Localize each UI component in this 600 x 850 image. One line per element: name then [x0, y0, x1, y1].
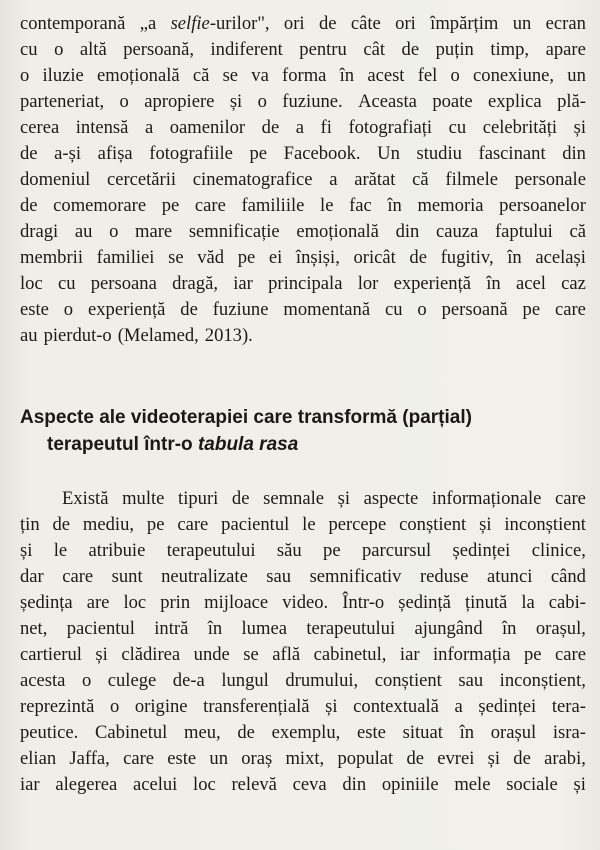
word: persoană, [123, 39, 194, 60]
word: a [329, 169, 338, 190]
word: acelui [132, 774, 178, 795]
word: o [109, 221, 119, 242]
word: pacientul [221, 514, 290, 535]
word: opiniile [381, 774, 439, 795]
word: conexiune, [473, 65, 555, 86]
text-line [20, 141, 586, 167]
word: inconștient [504, 514, 586, 535]
word: de [20, 195, 38, 216]
word: pacientul [66, 618, 135, 639]
word: o [63, 299, 74, 320]
text-line [20, 63, 586, 89]
word: meu, [184, 722, 221, 743]
word: cu [20, 39, 38, 60]
word: familiei [96, 247, 155, 268]
word: mijloace [204, 592, 269, 613]
text-line [20, 219, 586, 245]
word: Într-o [342, 592, 385, 613]
word: contemporană [20, 13, 126, 34]
word: ședinței [478, 696, 537, 717]
word: pe [323, 540, 341, 561]
text-line [20, 590, 586, 616]
word: de [52, 514, 71, 535]
word: domeniul [20, 169, 91, 190]
word: 2013). [204, 325, 253, 346]
word: și [229, 91, 243, 112]
word: mixt, [285, 748, 325, 769]
section-heading-line-1: Aspecte ale videoterapiei care transformă (parțial) [20, 407, 472, 428]
word: de [261, 117, 280, 138]
word: pe [161, 195, 180, 216]
word: intensă [75, 117, 129, 138]
word: reprezintă [20, 696, 95, 717]
word: că [412, 169, 429, 190]
word: semnale [263, 488, 324, 509]
word: isra- [552, 722, 586, 743]
word: un [567, 65, 586, 86]
word: fac [349, 195, 372, 216]
word: mare [135, 221, 173, 242]
word: în [502, 618, 517, 639]
word: au [74, 221, 93, 242]
word: memoria [417, 195, 484, 216]
word: neutralizate [161, 566, 248, 587]
word: pentru [299, 39, 347, 60]
word: cu [448, 117, 467, 138]
word: și [573, 117, 586, 138]
word: loc [123, 592, 147, 613]
word: pe [249, 143, 268, 164]
text-line [20, 720, 586, 746]
word: acesta [20, 670, 66, 691]
word: un [512, 13, 532, 34]
word: puțin [435, 39, 474, 60]
word: de [318, 13, 337, 34]
word: comemorare [53, 195, 147, 216]
word: oamenilor [169, 117, 246, 138]
text-line [20, 193, 586, 219]
word: fotografiați [348, 117, 433, 138]
word: iar [20, 774, 40, 795]
word: afișa [97, 143, 133, 164]
word: semnificație [188, 221, 280, 242]
word: le [320, 195, 334, 216]
word: se [243, 644, 259, 665]
word: de-a [172, 670, 205, 691]
word: a-și [54, 143, 81, 164]
word: care [177, 514, 209, 535]
word: și [20, 540, 33, 561]
word: lungul [221, 670, 269, 691]
word: studiu [416, 143, 462, 164]
word: este [357, 722, 386, 743]
word: câte [350, 13, 381, 34]
word: lor [357, 273, 379, 294]
word: clinice, [531, 540, 586, 561]
word: reduse [419, 566, 469, 587]
text-line [20, 642, 586, 668]
word: filmele [445, 169, 499, 190]
word: de [237, 722, 255, 743]
word: culege [107, 670, 157, 691]
word: din [395, 221, 420, 242]
word: atunci [486, 566, 533, 587]
word: populat [337, 748, 394, 769]
word: împărțim [430, 13, 499, 34]
word: personale [514, 169, 586, 190]
text-line [20, 668, 586, 694]
word: parteneriat, [20, 91, 105, 112]
word: când [550, 566, 586, 587]
word: atribuie [88, 540, 146, 561]
word: se [222, 65, 239, 86]
word: drumului, [285, 670, 359, 691]
text-line [20, 271, 586, 297]
word: care [62, 566, 94, 587]
word: cât [363, 39, 385, 60]
word: indiferent [210, 39, 283, 60]
word: familiile [241, 195, 305, 216]
word: cinematografice [192, 169, 313, 190]
word: va [251, 65, 269, 86]
word: în [507, 247, 522, 268]
word: celebrități [482, 117, 558, 138]
word: o [20, 65, 30, 86]
text-line [20, 323, 586, 349]
word: este [167, 748, 197, 769]
word: membrii [20, 247, 83, 268]
word: Un [377, 143, 400, 164]
word: arabi, [544, 748, 586, 769]
word: o [417, 299, 427, 320]
word: multe [122, 488, 165, 509]
word: iluzie [42, 65, 84, 86]
word: poate [432, 91, 473, 112]
word: conștient [399, 514, 467, 535]
word: de [513, 748, 531, 769]
word: ajungând [414, 618, 483, 639]
word: fuziune [212, 299, 269, 320]
word: caz [561, 273, 586, 294]
text-line [20, 616, 586, 642]
text-line [20, 746, 586, 772]
word: clădirea [121, 644, 181, 665]
word: este [20, 299, 49, 320]
word: cabinetul, [313, 644, 387, 665]
word: arătat [354, 169, 396, 190]
word: parcursul [361, 540, 432, 561]
word: tera- [551, 696, 586, 717]
word: informația [433, 644, 511, 665]
word: tipuri [178, 488, 219, 509]
text-line [20, 115, 586, 141]
word: pe [522, 299, 541, 320]
word: fuziune. [282, 91, 343, 112]
word: iar [233, 273, 253, 294]
word: o [450, 65, 460, 86]
word: și [337, 488, 350, 509]
word: explica [487, 91, 542, 112]
word: acest [367, 65, 405, 86]
text-line [20, 694, 586, 720]
word: le [302, 514, 316, 535]
word: Cabinetul [95, 722, 168, 743]
word: persoanelor [499, 195, 586, 216]
word: faptului [494, 221, 553, 242]
word: contextuală [353, 696, 439, 717]
word: pe [523, 644, 542, 665]
word: selfie-urilor", [170, 13, 270, 34]
word: pe [237, 247, 256, 268]
word: momentană [283, 299, 371, 320]
text-line [20, 89, 586, 115]
word: o [54, 39, 64, 60]
word: Există [62, 488, 109, 509]
word: în [486, 273, 501, 294]
word: sociale [506, 774, 558, 795]
word: acel [515, 273, 546, 294]
word: în [339, 65, 355, 86]
text-line [20, 11, 586, 37]
word: exemplu, [271, 722, 341, 743]
text-line [20, 37, 586, 63]
word: fugitiv, [440, 247, 494, 268]
word: peutice. [20, 722, 79, 743]
italic-fragment: selfie [170, 13, 210, 34]
word: cu [384, 299, 403, 320]
text-line [20, 772, 586, 798]
word: de [180, 299, 198, 320]
word: a [144, 117, 154, 138]
word: află [272, 644, 301, 665]
word: intră [154, 618, 189, 639]
word: mele [454, 774, 491, 795]
word: și [487, 748, 501, 769]
word: de [406, 748, 425, 769]
word: Aceasta [358, 91, 417, 112]
word: Jaffa, [69, 748, 110, 769]
word: care [123, 748, 155, 769]
word: din [562, 143, 586, 164]
word: dragă, [172, 273, 219, 294]
word: terapeutului [166, 540, 256, 561]
word: fotografiile [149, 143, 233, 164]
word: orașul, [535, 618, 586, 639]
word: o [109, 696, 120, 717]
word: țin [20, 514, 40, 535]
word: un [209, 748, 228, 769]
word: cercetării [106, 169, 177, 190]
word: cartierul [20, 644, 82, 665]
word: său [276, 540, 302, 561]
word: altă [79, 39, 107, 60]
word: care [194, 195, 226, 216]
word: a [454, 696, 463, 717]
word: în [387, 195, 402, 216]
word: lumea [241, 618, 287, 639]
word: ședință [398, 592, 451, 613]
word: care [554, 488, 586, 509]
word: în [207, 618, 223, 639]
word: cabi- [548, 592, 586, 613]
section-heading-line-2 [20, 431, 580, 458]
word: o [119, 91, 129, 112]
word: și [573, 774, 586, 795]
word: oricât [353, 247, 396, 268]
word: au [20, 325, 38, 346]
word: fel [417, 65, 438, 86]
word: dragi [20, 221, 59, 242]
section-heading-italic: tabula rasa [197, 434, 299, 455]
word: o [257, 91, 267, 112]
word: de [231, 488, 250, 509]
word: a [295, 117, 305, 138]
word: în [459, 722, 475, 743]
word: ori [395, 13, 416, 34]
word: ședința [20, 592, 73, 613]
text-line [20, 167, 586, 193]
word: experiență [87, 299, 166, 320]
word: de [401, 39, 420, 60]
word: informaționale [431, 488, 542, 509]
word: că [192, 65, 210, 86]
word: situat [402, 722, 443, 743]
word: terapeutului [306, 618, 396, 639]
word: elian [20, 748, 57, 769]
word: are [86, 592, 110, 613]
word: sau [266, 566, 292, 587]
word: care [555, 644, 586, 665]
word: inconștient, [499, 670, 586, 691]
word: origine [134, 696, 188, 717]
word: din [342, 774, 367, 795]
text-line [20, 512, 586, 538]
word: conștient [374, 670, 442, 691]
word: alegerea [55, 774, 118, 795]
word: emoțională [97, 65, 180, 86]
word: semnificativ [309, 566, 402, 587]
word: o [81, 670, 92, 691]
word: dar [20, 566, 44, 587]
word: ori [283, 13, 305, 34]
word: și [479, 514, 492, 535]
word: apare [545, 39, 586, 60]
word: (Melamed, [117, 325, 199, 346]
word: le [53, 540, 68, 561]
word: ședinței [452, 540, 511, 561]
text-line [20, 245, 586, 271]
word: se [168, 247, 184, 268]
word: și [95, 644, 108, 665]
word: oraș [241, 748, 273, 769]
word: „a [139, 13, 157, 34]
text-line [20, 564, 586, 590]
text-line [20, 486, 586, 512]
word: iar [399, 644, 420, 665]
section-heading-prefix: terapeutul într-o [47, 434, 193, 455]
word: înșiși, [295, 247, 340, 268]
word: pierdut-o [43, 325, 112, 346]
word: loc [193, 774, 216, 795]
word: și [325, 696, 338, 717]
word: forma [282, 65, 327, 86]
word: ținută [464, 592, 508, 613]
word: emoțională [296, 221, 379, 242]
word: cu [57, 273, 76, 294]
word: unde [193, 644, 230, 665]
word: Facebook. [283, 143, 361, 164]
word: de [20, 143, 38, 164]
word: aspecte [363, 488, 419, 509]
word: plă- [557, 91, 586, 112]
word: prin [160, 592, 191, 613]
word: persoana [90, 273, 157, 294]
word: care [554, 299, 586, 320]
word: net, [20, 618, 48, 639]
word: ecran [545, 13, 586, 34]
word: văd [197, 247, 225, 268]
word: orașul [490, 722, 537, 743]
word: video. [282, 592, 329, 613]
word: că [569, 221, 586, 242]
word: transferențială [203, 696, 310, 717]
word: ceva [292, 774, 327, 795]
word: timp, [490, 39, 530, 60]
word: sau [458, 670, 484, 691]
word: ei [268, 247, 283, 268]
word: cauza [436, 221, 479, 242]
word: evrei [437, 748, 475, 769]
word: relevă [231, 774, 277, 795]
word: fi [320, 117, 332, 138]
word: persoană [441, 299, 508, 320]
word: de [409, 247, 427, 268]
word: sunt [111, 566, 143, 587]
word: loc [20, 273, 43, 294]
text-line [20, 538, 586, 564]
word: percepe [328, 514, 387, 535]
word: mediu, [82, 514, 135, 535]
section-heading [20, 404, 580, 458]
word: fascinant [478, 143, 546, 164]
word: la [521, 592, 535, 613]
text-line [20, 297, 586, 323]
word: experiență [393, 273, 472, 294]
word: apropiere [144, 91, 215, 112]
word: pe [146, 514, 165, 535]
word: principala [268, 273, 343, 294]
word: cerea [20, 117, 60, 138]
word: același [535, 247, 586, 268]
